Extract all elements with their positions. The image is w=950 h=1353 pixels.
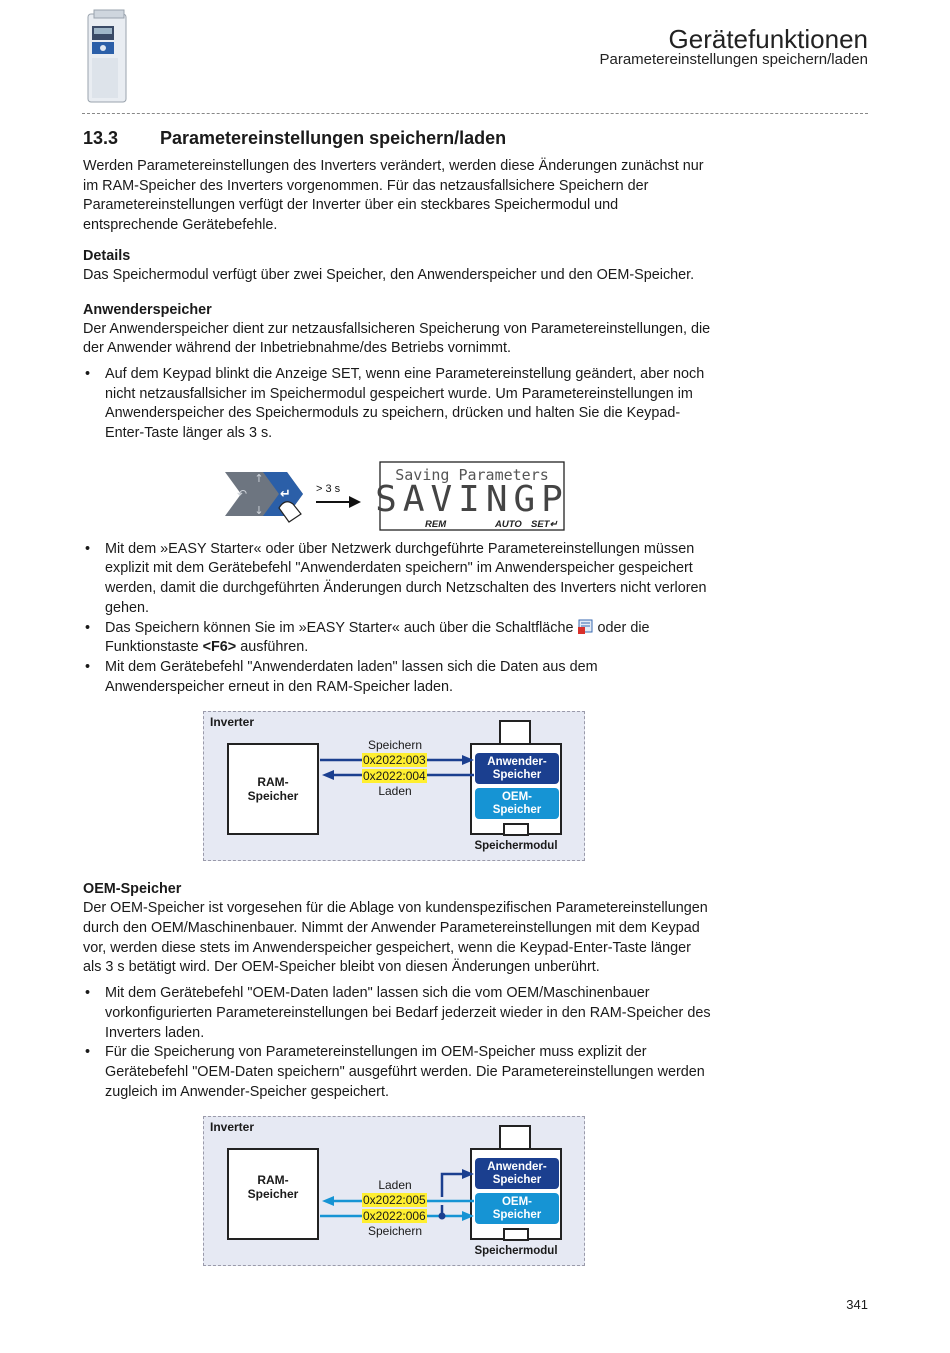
intro-paragraph: Werden Parametereinstellungen des Inverters verändert, werden diese Änderungen zunächst nur im RAM-Speicher des Inverters vorgenommen. Für das netzausfallsichere Speichern der Parametereinstellungen verfügt der Inverter über ein steckbares Speichermodul und entsprechende Gerätebefehle.: [83, 158, 704, 234]
lcd-set: SET↵: [531, 518, 558, 530]
anwender-list-2: [83, 540, 711, 698]
svg-text:↶: ↶: [237, 486, 248, 501]
list-item: • Mit dem Gerätebefehl "OEM-Daten laden" lassen sich die vom OEM/Maschinenbauer vorkonfigurierten Parametereinstellungen bei Bedarf jederzeit wieder in den RAM-Speicher des Inverters laden.: [83, 984, 711, 1043]
list-item-text: ausführen.: [240, 639, 309, 656]
user-memory-label: Anwender- Speicher: [487, 1160, 547, 1186]
list-item-text: oder die Funktionstaste: [105, 619, 650, 656]
save-code: 0x2022:003: [363, 753, 426, 768]
memory-module-label: Speichermodul: [474, 840, 558, 853]
oem-list: [83, 984, 711, 1102]
oem-heading: OEM-Speicher: [83, 881, 182, 898]
branch-to-user-line: [442, 1174, 466, 1216]
hold-arrow-icon: [316, 483, 361, 508]
load-label: Laden: [378, 784, 412, 799]
anwender-heading: Anwenderspeicher: [83, 301, 212, 318]
ram-memory-label: RAM- Speicher: [247, 775, 299, 804]
chapter-subtitle: Parametereinstellungen speichern/laden: [599, 51, 868, 68]
svg-text:↑: ↑: [254, 471, 264, 485]
load-label: Laden: [378, 1178, 412, 1193]
section-title: Parametereinstellungen speichern/laden: [160, 128, 507, 148]
details-heading: Details: [83, 247, 131, 264]
list-item: • Mit dem »EASY Starter« oder über Netzwerk durchgeführte Parametereinstellungen müssen explizit mit dem Gerätebefehl "Anwenderdaten speichern" im Anwenderspeicher gespeichert werden, damit die durchgeführten Änderungen durch Netzschalten des Inverters nicht verloren gehen.: [83, 540, 711, 619]
inverter-device-image: [82, 8, 132, 104]
list-item: • Mit dem Gerätebefehl "Anwenderdaten laden" lassen sich die Daten aus dem Anwenderspeicher erneut in den RAM-Speicher laden.: [83, 658, 711, 697]
inverter-label: Inverter: [210, 715, 255, 730]
keypad-save-figure: [83, 456, 711, 532]
oem-memory-diagram: [203, 1116, 585, 1266]
keypad-lcd-display: [375, 462, 569, 530]
list-item: [83, 619, 711, 658]
inverter-label: Inverter: [210, 1120, 255, 1135]
ram-memory-label: RAM- Speicher: [247, 1173, 299, 1202]
function-key-label: <F6>: [202, 639, 237, 656]
hold-duration-label: > 3 s: [316, 482, 341, 495]
save-toolbar-icon: [578, 619, 594, 634]
save-label: Speichern: [367, 738, 423, 753]
user-memory-label: Anwender- Speicher: [487, 755, 547, 781]
page-number: 341: [846, 1297, 868, 1312]
chapter-title: Gerätefunktionen: [668, 24, 868, 54]
anwender-list: [83, 365, 711, 444]
section-number: 13.3: [83, 128, 119, 148]
svg-text:↵: ↵: [280, 486, 291, 502]
list-item: • Auf dem Keypad blinkt die Anzeige SET, wenn eine Parametereinstellung geändert, aber noch nicht netzausfallsicher im Speichermodul gespeichert wurde. Um Parametereinstellungen im Anwenderspeicher des Speichermoduls zu speichern, drücken und halten Sie die Keypad-Enter-Taste länger als 3 s.: [83, 365, 711, 444]
lcd-rem: REM: [425, 518, 447, 530]
user-memory-diagram: [203, 711, 585, 861]
main-content: [83, 128, 711, 1284]
save-arrowhead: [462, 755, 474, 765]
branch-junction: [439, 1213, 446, 1220]
memory-module-label: Speichermodul: [474, 1245, 558, 1258]
load-code: 0x2022:004: [363, 769, 426, 784]
header-divider: [82, 113, 868, 114]
diagram2-arrows: [204, 1117, 586, 1267]
save-code: 0x2022:006: [363, 1209, 426, 1224]
oem-memory-label: OEM- Speicher: [492, 790, 542, 816]
anwender-paragraph: Der Anwenderspeicher dient zur netzausfallsicheren Speicherung von Parametereinstellungen, die der Anwender während der Inbetriebnahme/des Betriebs vornimmt.: [83, 320, 711, 357]
keypad-icon: [225, 472, 303, 522]
section-heading: [83, 128, 711, 149]
details-paragraph: Das Speichermodul verfügt über zwei Speicher, den Anwenderspeicher und den OEM-Speicher.: [83, 266, 695, 283]
lcd-auto: AUTO: [495, 518, 522, 530]
load-code: 0x2022:005: [363, 1193, 426, 1208]
oem-paragraph: Der OEM-Speicher ist vorgesehen für die Ablage von kundenspezifischen Parametereinstellungen durch den OEM/Maschinenbauer. Nimmt der Anwender Parametereinstellungen mit dem Keypad vor, werden diese stets im Anwenderspeicher gespeichert, wenn die Keypad-Enter-Taste länger als 3 s betätigt wird. Der OEM-Speicher bleibt von diesen Änderungen unberührt.: [83, 900, 708, 976]
load-arrowhead: [322, 770, 334, 780]
list-item: • Für die Speicherung von Parametereinstellungen im OEM-Speicher muss explizit der Gerätebefehl "OEM-Daten speichern" ausgeführt werden. Die Parametereinstellungen werden zugleich im Anwender-Speicher gespeichert.: [83, 1043, 711, 1102]
load-arrowhead: [322, 1196, 334, 1206]
branch-arrowhead: [462, 1169, 474, 1179]
oem-memory-label: OEM- Speicher: [492, 1195, 542, 1221]
lcd-line-2: SAVINGP: [375, 478, 569, 520]
save-arrowhead: [462, 1211, 474, 1221]
keypad-figure-graphic: [83, 456, 711, 532]
list-item-text: Das Speichern können Sie im »EASY Starter« auch über die Schaltfläche: [105, 619, 574, 636]
lcd-line-1: Saving Parameters: [395, 465, 549, 484]
svg-text:↓: ↓: [254, 503, 264, 517]
save-label: Speichern: [367, 1224, 423, 1239]
